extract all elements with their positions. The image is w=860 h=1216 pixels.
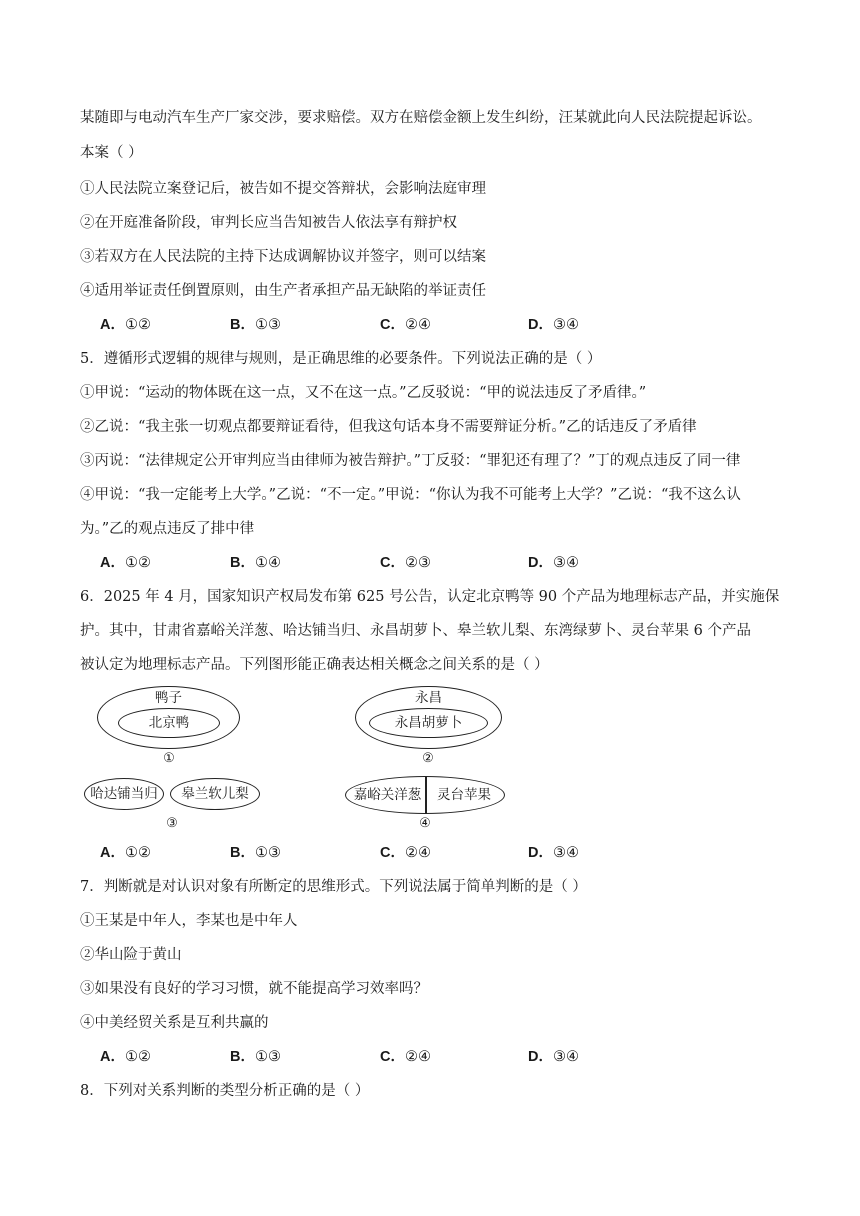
diagram-1-inner-label: 北京鸭 (148, 715, 190, 731)
q5-item-2: ②乙说：“我主张一切观点都要辩证看待，但我这句话本身不需要辩证分析。”乙的话违反了矛盾律 (80, 419, 697, 435)
diagram-3-right-label: 皋兰软儿梨 (181, 786, 249, 802)
q7-item-3: ③如果没有良好的学习习惯，就不能提高学习效率吗？ (80, 981, 428, 997)
q5-option-a[interactable]: A．①② (100, 555, 151, 571)
q4-option-b[interactable]: B．①③ (230, 317, 281, 333)
q4-item-4: ④适用举证责任倒置原则，由生产者承担产品无缺陷的举证责任 (80, 283, 486, 299)
q4-option-a[interactable]: A．①② (100, 317, 151, 333)
q4-item-1: ①人民法院立案登记后，被告如不提交答辩状，会影响法庭审理 (80, 181, 486, 197)
q7-item-2: ②华山险于黄山 (80, 947, 182, 963)
q6-option-d[interactable]: D．③④ (528, 845, 579, 861)
q7-option-b[interactable]: B．①③ (230, 1049, 281, 1065)
diagram-4-left-label: 嘉峪关洋葱 (353, 787, 422, 803)
q6-option-b[interactable]: B．①③ (230, 845, 281, 861)
diagram-2-outer-label: 永昌 (415, 690, 442, 706)
q5-options (100, 553, 800, 573)
diagram-1-number: ① (163, 751, 175, 766)
q5-item-1: ①甲说：“运动的物体既在这一点，又不在这一点。”乙反驳说：“甲的说法违反了矛盾律。” (80, 385, 647, 401)
diagram-2-inner-label: 永昌胡萝卜 (394, 715, 463, 731)
q7-option-c[interactable]: C．②④ (380, 1049, 431, 1065)
diagram-1-outer-label: 鸭子 (155, 690, 182, 706)
q4-item-3: ③若双方在人民法院的主持下达成调解协议并签字，则可以结案 (80, 249, 486, 265)
q5-item-4-cont: 为。”乙的观点违反了排中律 (80, 521, 255, 537)
q6-stem-line-2: 护。其中，甘肃省嘉峪关洋葱、哈达铺当归、永昌胡萝卜、皋兰软儿梨、东湾绿萝卜、灵台苹果 6 个产品 (80, 623, 751, 639)
diagram-2-number: ② (422, 751, 434, 766)
q6-stem-line-3: 被认定为地理标志产品。下列图形能正确表达相关概念之间关系的是（ ） (80, 657, 549, 673)
q5-option-b[interactable]: B．①④ (230, 555, 281, 571)
q4-option-c[interactable]: C．②④ (380, 317, 431, 333)
diagram-4-right-label: 灵台苹果 (437, 787, 491, 803)
q4-option-d[interactable]: D．③④ (528, 317, 579, 333)
q4-stem-line-2: 本案（ ） (80, 145, 143, 161)
q7-options (100, 1047, 800, 1067)
q6-option-a[interactable]: A．①② (100, 845, 151, 861)
diagram-4-divider (425, 776, 427, 814)
q7-option-a[interactable]: A．①② (100, 1049, 151, 1065)
q7-item-4: ④中美经贸关系是互利共赢的 (80, 1015, 269, 1031)
q4-item-2: ②在开庭准备阶段，审判长应当告知被告人依法享有辩护权 (80, 215, 457, 231)
q6-stem-line-1: 6．2025 年 4 月，国家知识产权局发布第 625 号公告，认定北京鸭等 90 个产品为地理标志产品，并实施保 (80, 589, 780, 605)
q7-option-d[interactable]: D．③④ (528, 1049, 579, 1065)
diagram-3-number: ③ (166, 816, 178, 831)
q5-item-4: ④甲说：“我一定能考上大学。”乙说：“不一定。”甲说：“你认为我不可能考上大学？”乙说：“我不这么认 (80, 487, 741, 503)
q7-stem: 7．判断就是对认识对象有所断定的思维形式。下列说法属于简单判断的是（ ） (80, 879, 587, 895)
diagram-3-left-label: 哈达铺当归 (90, 786, 158, 802)
q5-stem: 5．遵循形式逻辑的规律与规则，是正确思维的必要条件。下列说法正确的是（ ） (80, 351, 602, 367)
q4-stem-line-1: 某随即与电动汽车生产厂家交涉，要求赔偿。双方在赔偿金额上发生纠纷，汪某就此向人民法院提起诉讼。 (80, 110, 762, 126)
q5-option-c[interactable]: C．②③ (380, 555, 431, 571)
q6-options (100, 843, 800, 863)
q4-options (100, 315, 800, 335)
diagram-4-number: ④ (419, 816, 431, 831)
q5-option-d[interactable]: D．③④ (528, 555, 579, 571)
q5-item-3: ③丙说：“法律规定公开审判应当由律师为被告辩护。”丁反驳：“罪犯还有理了？”丁的观点违反了同一律 (80, 453, 741, 469)
q6-option-c[interactable]: C．②④ (380, 845, 431, 861)
q7-item-1: ①王某是中年人，李某也是中年人 (80, 913, 298, 929)
q8-stem: 8．下列对关系判断的类型分析正确的是（ ） (80, 1083, 370, 1099)
